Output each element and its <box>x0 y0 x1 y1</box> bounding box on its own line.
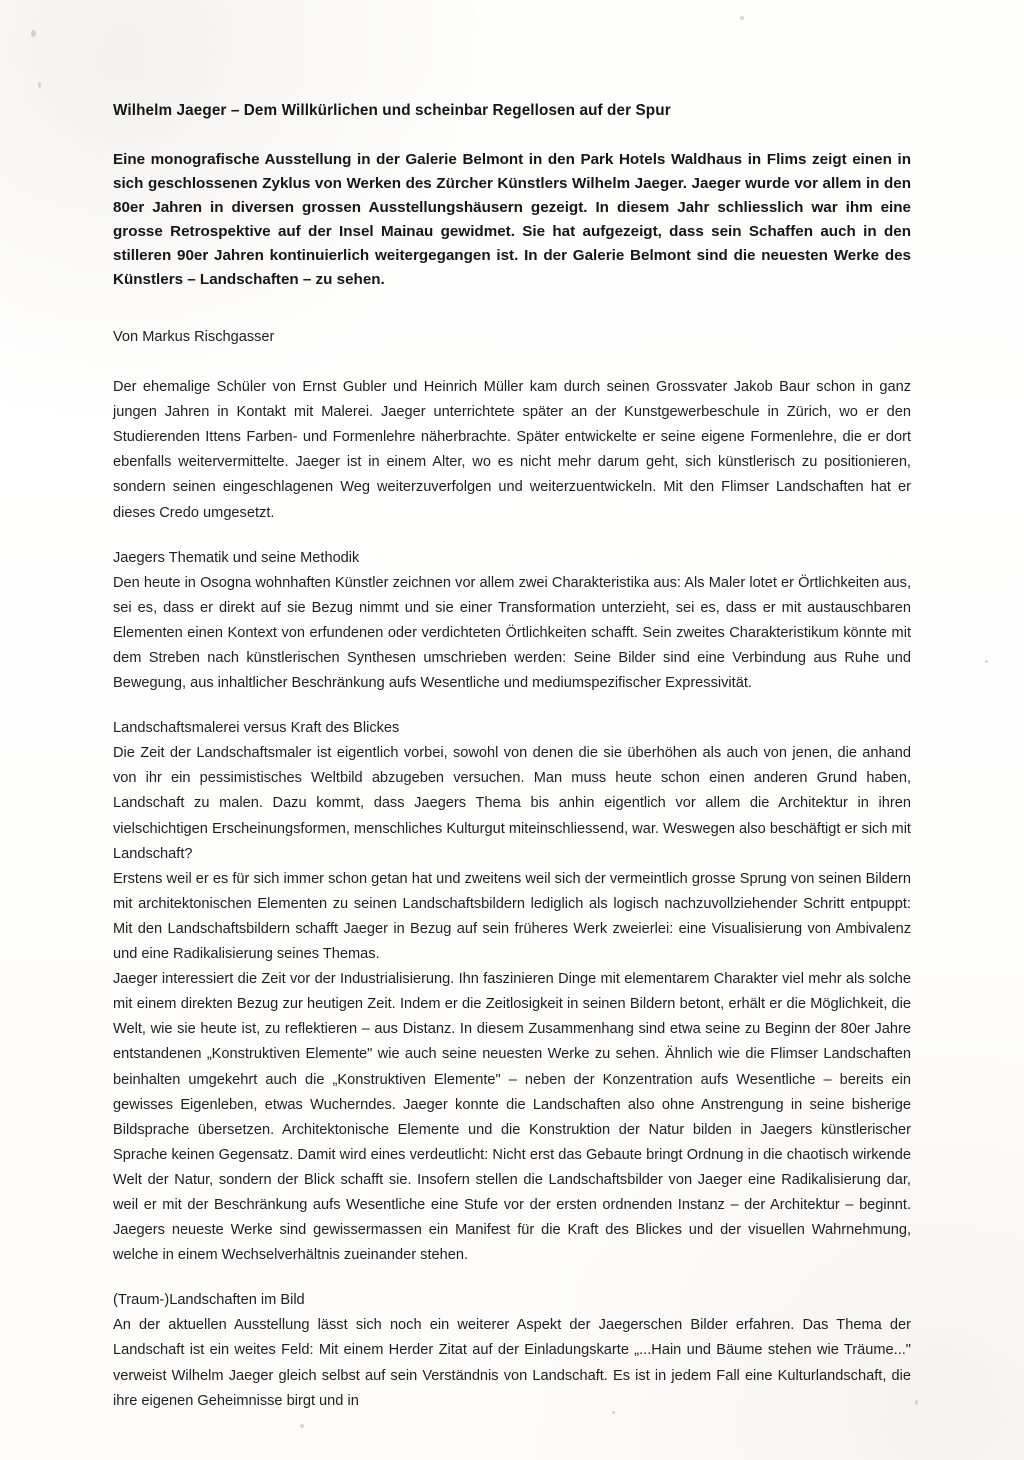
article-section-thematik <box>113 546 911 697</box>
paragraph: Der ehemalige Schüler von Ernst Gubler und Heinrich Müller kam durch seinen Grossvater Jakob Baur schon in ganz jungen Jahren in Kontakt mit Malerei. Jaeger unterrichtete später an der Kunstgewerbeschule in Zürich, wo er den Studierenden Ittens Farben- und Formenlehre näherbrachte. Später entwickelte er seine eigene Formenlehre, die er dort ebenfalls weitervermittelte. Jaeger ist in einem Alter, wo es nicht mehr darum geht, sich künstlerisch zu positionieren, sondern seinen eingeschlagenen Weg weiterzuverfolgen und weiterzuentwickeln. Mit den Flimser Landschaften hat er dieses Credo umgesetzt. <box>113 379 911 521</box>
paragraph: An der aktuellen Ausstellung lässt sich noch ein weiterer Aspekt der Jaegerschen Bilder erfahren. Das Thema der Landschaft ist ein weites Feld: Mit einem Herder Zitat auf der Einladungskarte „...Hain und Bäume stehen wie Träume..." verweist Wilhelm Jaeger gleich selbst auf sein Verständnis von Landschaft. Es ist in jedem Fall eine Kulturlandschaft, die ihre eigenen Geheimnisse birgt und in <box>113 1317 911 1409</box>
article-lead: Eine monografische Ausstellung in der Galerie Belmont in den Park Hotels Waldhaus in Flims zeigt einen in sich geschlossenen Zyklus von Werken des Zürcher Künstlers Wilhelm Jaeger. Jaeger wurde vor allem in den 80er Jahren in diversen grossen Ausstellungshäusern gezeigt. In diesem Jahr schliesslich war ihm eine grosse Retrospektive auf der Insel Mainau gewidmet. Sie hat aufgezeigt, dass sein Schaffen auch in den stilleren 90er Jahren kontinuierlich weitergegangen ist. In der Galerie Belmont sind die neuesten Werke des Künstlers – Landschaften – zu sehen. <box>113 150 911 288</box>
article-section-intro <box>113 375 911 526</box>
section-heading: Landschaftsmalerei versus Kraft des Blickes <box>113 720 400 737</box>
article-body <box>113 101 911 1434</box>
page-title: Wilhelm Jaeger – Dem Willkürlichen und scheinbar Regellosen auf der Spur <box>113 102 671 119</box>
section-heading: Jaegers Thematik und seine Methodik <box>113 549 360 566</box>
article-section-traumlandschaften <box>113 1288 911 1413</box>
scan-speck <box>985 660 988 663</box>
scan-speck <box>740 16 744 20</box>
paragraph: Die Zeit der Landschaftsmaler ist eigentlich vorbei, sowohl von denen die sie überhöhen als auch von jenen, die anhand von ihr ein pessimistisches Weltbild abzugeben versuchen. Man muss heute schon einen anderen Grund haben, Landschaft zu malen. Dazu kommt, dass Jaegers Thema bis anhin eigentlich vor allem die Architektur in ihren vielschichtigen Erscheinungsformen, menschliches Kulturgut miteinschliessend, war. Weswegen also beschäftigt er sich mit Landschaft? <box>113 745 911 862</box>
section-heading: (Traum-)Landschaften im Bild <box>113 1292 305 1309</box>
scan-speck <box>38 82 41 88</box>
article-section-landschaftsmalerei <box>113 716 911 1268</box>
paragraph: Jaeger interessiert die Zeit vor der Industrialisierung. Ihn faszinieren Dinge mit elementarem Charakter viel mehr als solche mit einem direkten Bezug zur heutigen Zeit. Indem er die Zeitlosigkeit in seinen Bildern betont, erhält er die Möglichkeit, die Welt, wie sie heute ist, zu reflektieren – aus Distanz. In diesem Zusammenhang sind etwa seine zu Beginn der 80er Jahre entstandenen „Konstruktiven Elemente" wie auch seine neuesten Werke zu sehen. Ähnlich wie die Flimser Landschaften beinhalten umgekehrt auch die „Konstruktiven Elemente" – neben der Konzentration aufs Wesentliche – bereits ein gewisses Eigenleben, etwas Wucherndes. Jaeger konnte die Landschaften also ohne Anstrengung in seine bisherige Bildsprache übersetzen. Architektonische Elemente und die Konstruktion der Natur bilden in Jaegers künstlerischer Sprache keinen Gegensatz. Damit wird eines verdeutlicht: Nicht erst das Gebaute bringt Ordnung in die chaotisch wirkende Welt der Natur, sondern der Blick schafft sie. Insofern stellen die Landschaftsbilder von Jaeger eine Radikalisierung dar, weil er mit der Beschränkung aufs Wesentliche eine Stufe vor der ersten ordnenden Instanz – der Architektur – beginnt. Jaegers neueste Werke sind gewissermassen ein Manifest für die Kraft des Blickes und der visuellen Wahrnehmung, welche in einem Wechselverhältnis zueinander stehen. <box>113 971 911 1264</box>
article-byline: Von Markus Rischgasser <box>113 328 275 345</box>
scan-speck <box>915 1400 918 1405</box>
paragraph: Erstens weil er es für sich immer schon getan hat und zweitens weil sich der vermeintlich grosse Sprung von seinen Bildern mit architektonischen Elementen zu seinen Landschaftsbildern lediglich als logisch nachzuvollziehender Schritt entpuppt: Mit den Landschaftsbildern schafft Jaeger in Bezug auf sein früheres Werk zweierlei: eine Visualisierung von Ambivalenz und eine Radikalisierung seines Themas. <box>113 870 911 963</box>
paragraph: Den heute in Osogna wohnhaften Künstler zeichnen vor allem zwei Charakteristika aus: Als Maler lotet er Örtlichkeiten aus, sei es, dass er direkt auf sie Bezug nimmt und sie einer Transformation unterzieht, sei es, dass er mit austauschbaren Elementen einen Kontext von erfundenen oder verdichteten Örtlichkeiten schafft. Sein zweites Charakteristikum könnte mit dem Streben nach künstlerischen Synthesen umschrieben werden: Seine Bilder sind eine Verbindung aus Ruhe und Bewegung, aus inhaltlicher Beschränkung aufs Wesentliche und mediumspezifischer Expressivität. <box>113 574 911 692</box>
scan-speck <box>31 30 36 37</box>
